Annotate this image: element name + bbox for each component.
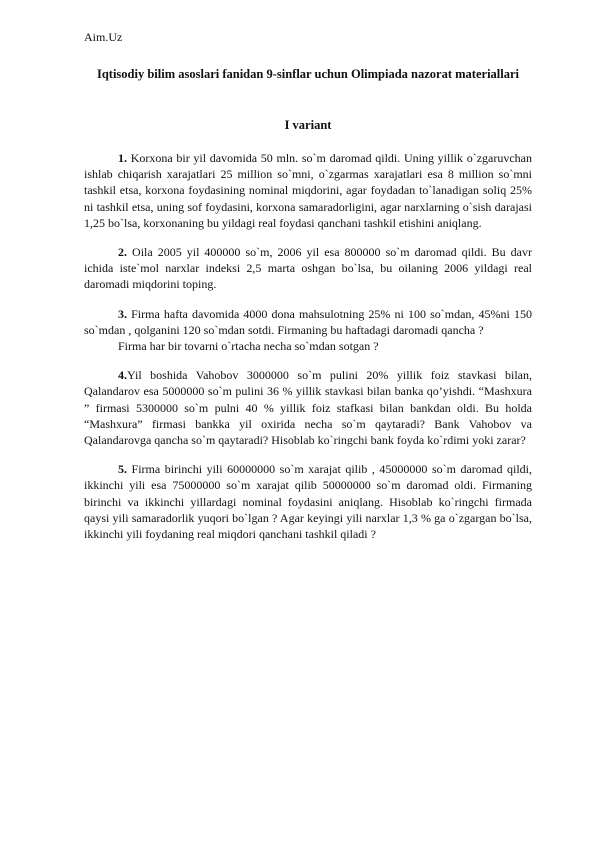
problem-list — [84, 150, 532, 555]
problem-4 — [84, 367, 532, 448]
problem-text: Firma birinchi yili 60000000 so`m xarajat qilib , 45000000 so`m daromad qildi, ikkinchi yili esa 75000000 so`m xarajat qilib 50000000 so`m daromad oldi. Firmaning birinchi va ikkinchi yillardagi nominal foydasini aniqlang. Hisoblab ko`ringchi firmada qaysi yili samaradorlik yuqori bo`lgan ? Agar keyingi yili narxlar 1,3 % ga o`zgargan bo`lsa, ikkinchi yili foydaning real miqdori qanchani tashkil qiladi ? — [84, 462, 532, 542]
problem-number: 2. — [118, 245, 127, 260]
problem-2 — [84, 244, 532, 293]
variant-heading: I variant — [284, 118, 332, 132]
document-title: Iqtisodiy bilim asoslari fanidan 9-sinflar uchun Olimpiada nazorat materiallari — [96, 67, 520, 81]
problem-text: Oila 2005 yil 400000 so`m, 2006 yil esa 800000 so`m daromad qildi. Bu davr ichida iste`mol narxlar indeksi 2,5 marta oshgan bo`lsa, bu oilaning 2006 yildagi real daromadi miqdorini toping. — [84, 245, 532, 292]
problem-text: Firma hafta davomida 4000 dona mahsulotning 25% ni 100 so`mdan, 45%ni 150 so`mdan , qolganini 120 so`mdan sotdi. Firmaning bu haftadagi daromadi qancha ? — [84, 306, 532, 337]
problem-5 — [84, 461, 532, 542]
problem-number: 4. — [118, 368, 127, 383]
problem-number: 5. — [118, 462, 127, 477]
problem-followup-question: Firma har bir tovarni o`rtacha necha so`mdan sotgan ? — [118, 339, 379, 354]
problem-3 — [84, 306, 532, 355]
problem-number: 3. — [118, 306, 127, 321]
problem-1 — [84, 150, 532, 231]
problem-text: Korxona bir yil davomida 50 mln. so`m daromad qildi. Uning yillik o`zgaruvchan ishlab chiqarish xarajatlari 25 million so`mni, o`zgarmas xarajatlari esa 8 million so`mni tashkil etsa, korxona foydasining nominal miqdorini, agar foydadan to`lanadigan soliq 25% ni tashkil etsa, uning sof foydasini, korxona samaradorligini, agar narxlarning o`sish darajasi 1,25 bo`lsa, korxonaning bu yildagi real foydasi qanchani tashkil etishini aniqlang. — [84, 151, 533, 230]
problem-number: 1. — [118, 151, 127, 165]
site-name: Aim.Uz — [84, 30, 123, 44]
problem-text: Yil boshida Vahobov 3000000 so`m pulini 20% yillik foiz stavkasi bilan, Qalandarov esa 5000000 so`m pulini 36 % yillik stavkasi bilan banka qo’yishdi. “Mashxura ” firmasi 5300000 so`m pulni 40 % yillik foiz stafkasi bilan bankdan oldi. Bu holda “Mashxura” firmasi bankka yil oxirida necha so`m qaytaradi? Bank Vahobov va Qalandarovga qancha so`m qaytaradi? Hisoblab ko`ringchi bank foyda ko`rdimi yoki zarar? — [84, 368, 532, 448]
